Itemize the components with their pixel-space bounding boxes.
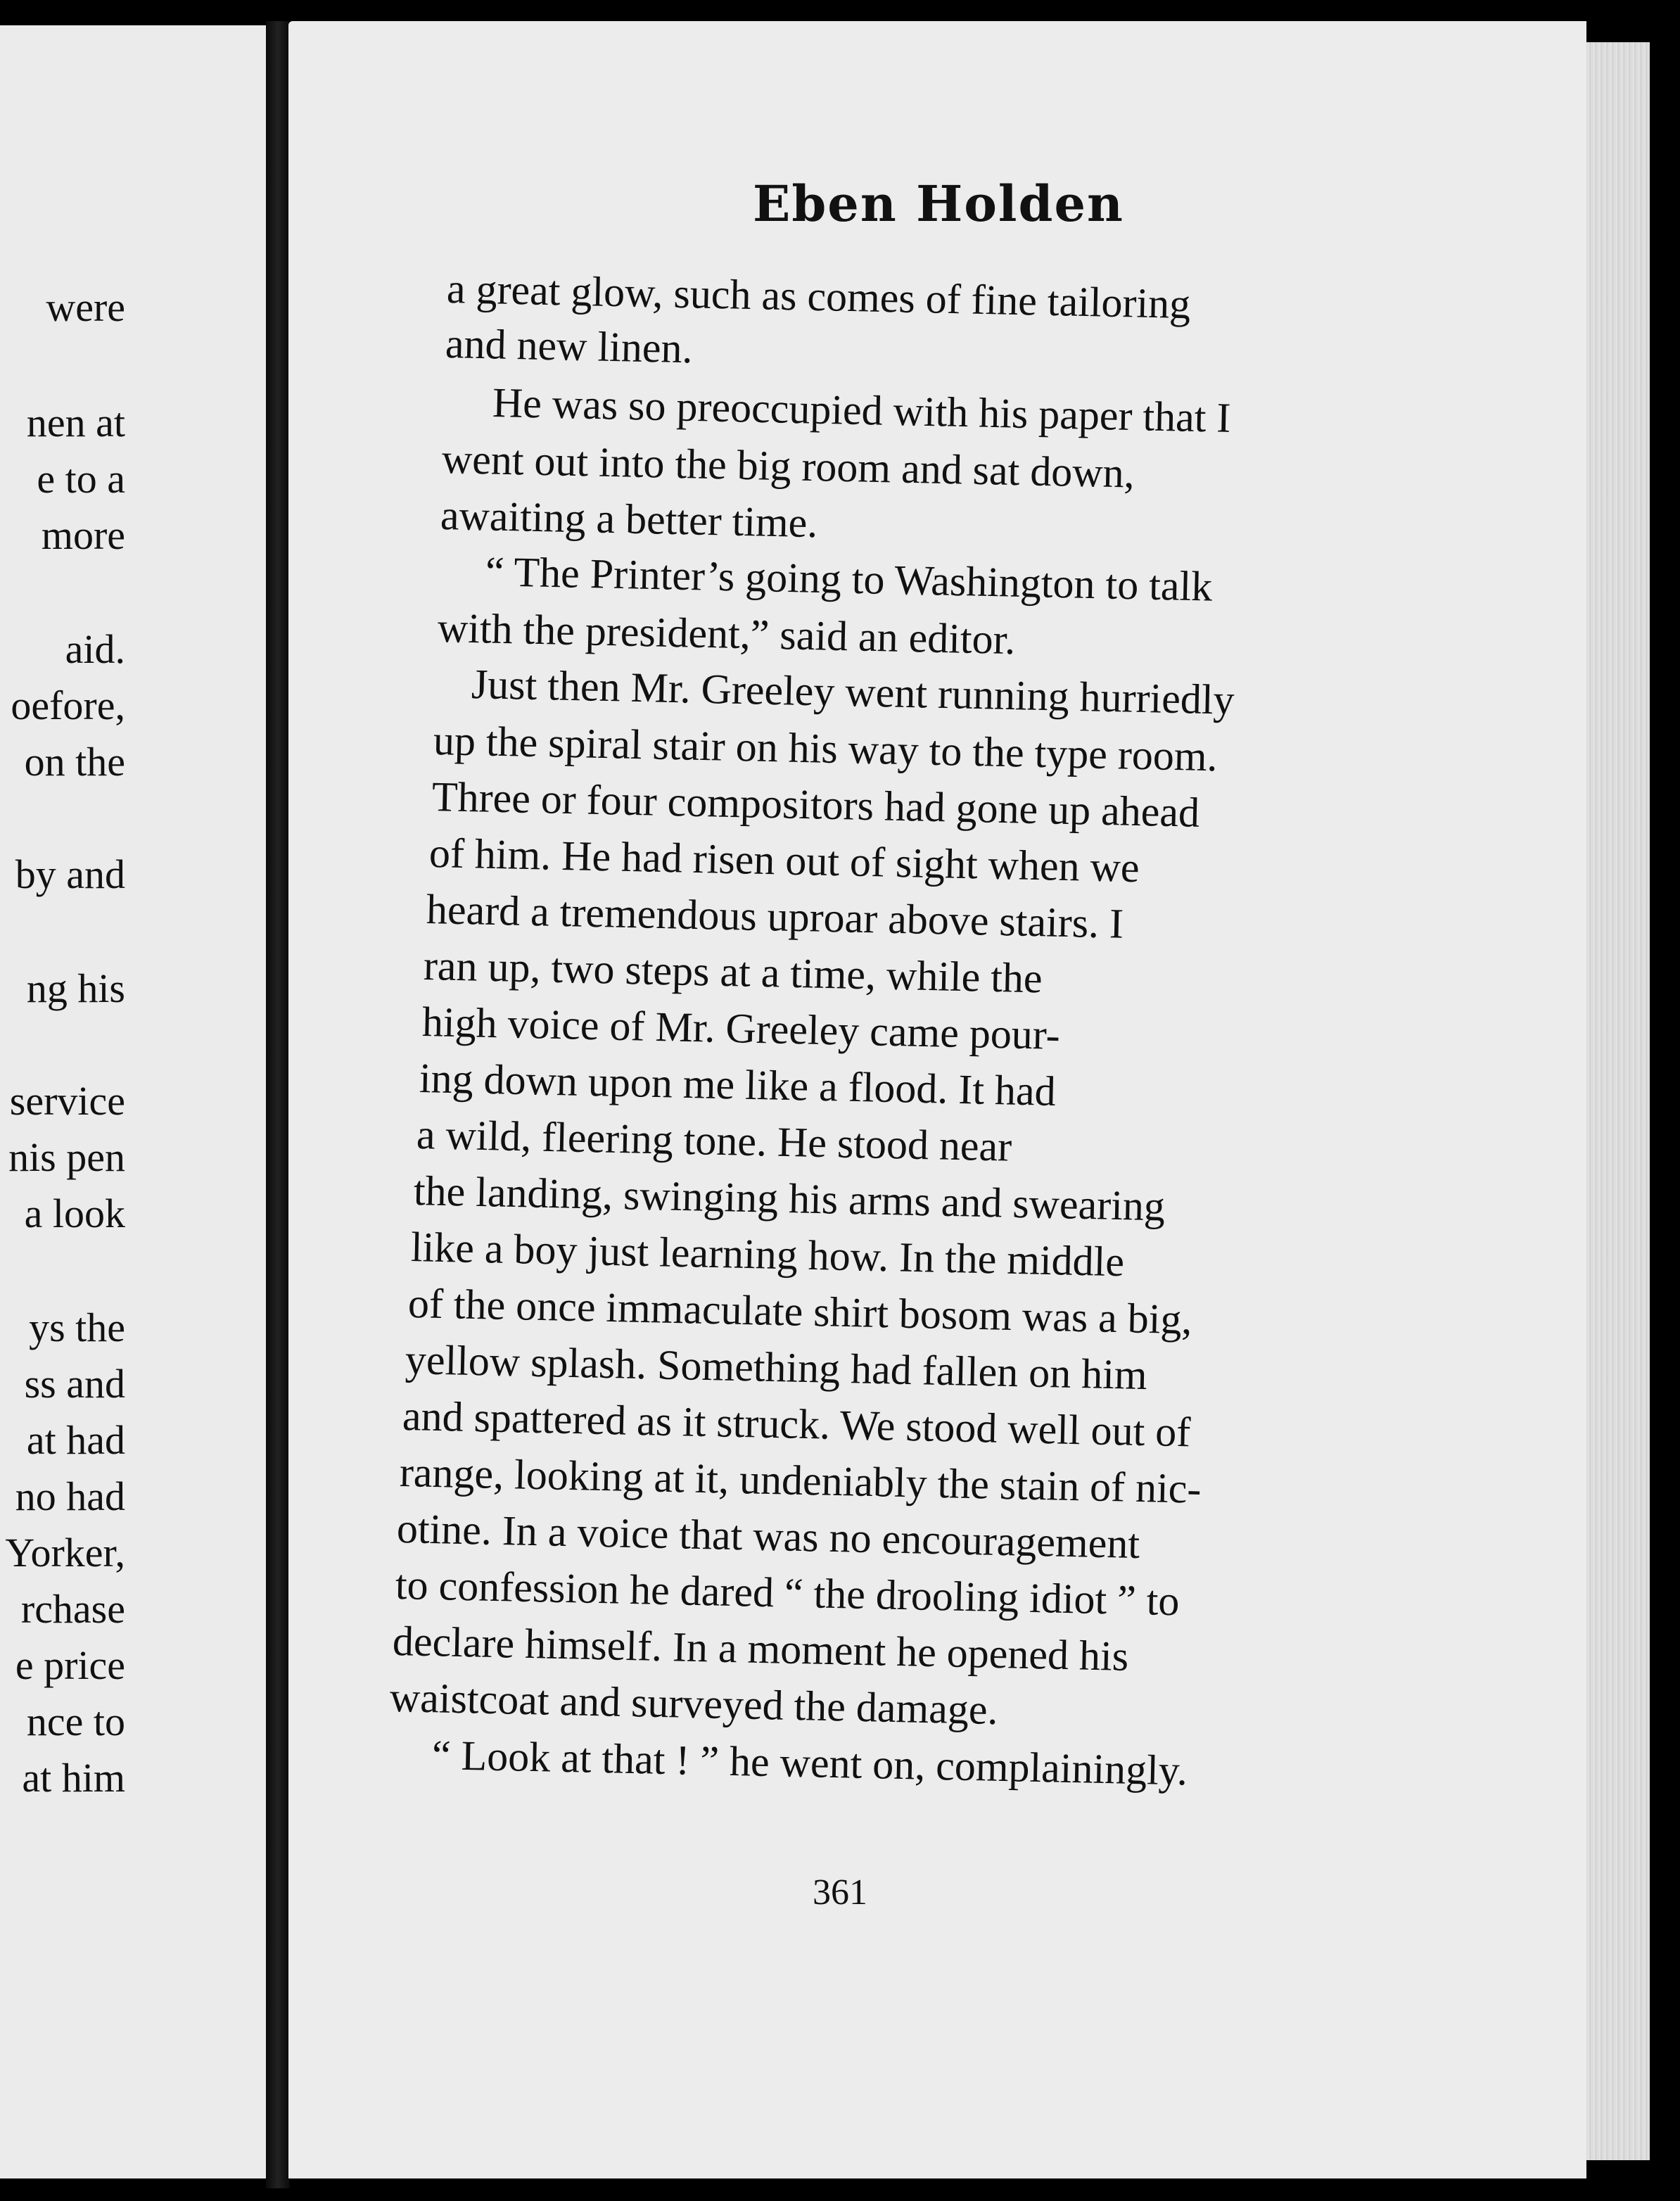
text-line: the landing, swinging his arms and swearing [413, 1167, 1166, 1230]
left-page-fragment: nen at [26, 400, 125, 445]
left-page-fragment: a look [24, 1191, 125, 1236]
text-line: with the president,” said an editor. [437, 604, 1016, 664]
left-page-fragment: e to a [37, 456, 125, 502]
page-number: 361 [813, 1872, 867, 1913]
text-line: a wild, fleering tone. He stood near [416, 1111, 1012, 1170]
text-line: went out into the big room and sat down, [441, 436, 1135, 497]
left-page-fragment: ys the [29, 1305, 125, 1350]
text-line: of the once immaculate shirt bosom was a big, [407, 1280, 1193, 1343]
running-head: Eben Holden [753, 175, 1124, 233]
left-page-fragment: oefore, [11, 683, 125, 728]
text-line: to confession he dared “ the drooling idiot ” to [395, 1561, 1181, 1625]
left-page-fragment: more [41, 512, 125, 558]
text-line: and spattered as it struck. We stood well out of [402, 1393, 1191, 1456]
text-line: Just then Mr. Greeley went running hurriedly [471, 661, 1235, 723]
text-line: of him. He had risen out of sight when we [428, 830, 1140, 892]
text-line: He was so preoccupied with his paper that I [492, 379, 1232, 441]
text-line: high voice of Mr. Greeley came pour- [421, 998, 1061, 1058]
text-line: and new linen. [445, 320, 694, 372]
left-page-fragment: at had [26, 1417, 125, 1463]
text-line: up the spiral stair on his way to the type room. [433, 717, 1218, 780]
text-line: Three or four compositors had gone up ahead [431, 773, 1200, 836]
left-page-fragment: nce to [26, 1699, 125, 1744]
left-page-fragment: service [9, 1078, 125, 1124]
text-line: declare himself. In a moment he opened his [392, 1618, 1129, 1680]
left-page-fragment: aid. [65, 626, 125, 672]
text-line: otine. In a voice that was no encouragement [396, 1505, 1140, 1568]
left-page-fragment: were [46, 284, 125, 330]
text-line: ing down upon me like a flood. It had [419, 1055, 1057, 1115]
text-line: yellow splash. Something had fallen on him [405, 1336, 1148, 1399]
text-line: waistcoat and surveyed the damage. [389, 1674, 999, 1734]
text-line: heard a tremendous uproar above stairs. I [426, 886, 1124, 947]
left-page-fragment: at him [22, 1755, 125, 1801]
text-line: awaiting a better time. [440, 492, 819, 547]
left-page-fragment: nis pen [8, 1134, 125, 1180]
left-page-fragment: e price [15, 1642, 125, 1688]
text-line: “ Look at that ! ” he went on, complainingly. [431, 1732, 1188, 1794]
text-line: “ The Printer’s going to Washington to talk [485, 548, 1213, 610]
left-page-fragment: no had [15, 1473, 125, 1519]
left-page-fragment: Yorker, [5, 1530, 125, 1575]
text-line: a great glow, such as comes of fine tailoring [446, 265, 1191, 328]
text-line: range, looking at it, undeniably the stain of nic- [399, 1449, 1202, 1512]
left-page-fragment: ng his [26, 965, 125, 1011]
left-page-fragment: by and [15, 851, 125, 897]
text-line: like a boy just learning how. In the middle [410, 1224, 1125, 1286]
left-page-fragment: ss and [24, 1361, 125, 1407]
text-line: ran up, two steps at a time, while the [423, 942, 1043, 1002]
left-page-fragment: rchase [20, 1586, 125, 1632]
left-page-fragment: on the [24, 739, 125, 785]
